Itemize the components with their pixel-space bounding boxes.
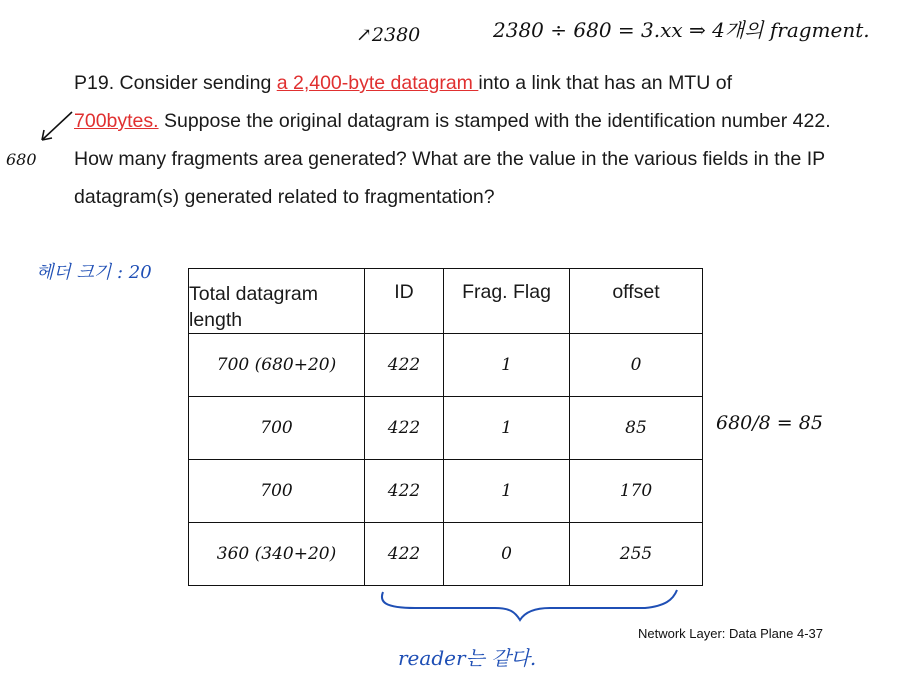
cell-length: 700 xyxy=(189,460,365,523)
header-total-length: Total datagram length xyxy=(189,269,365,334)
handwritten-680: 680 xyxy=(6,150,37,169)
cell-flag: 1 xyxy=(444,334,570,397)
fragmentation-table xyxy=(188,268,703,586)
handwritten-reader-note: reader는 같다. xyxy=(398,646,537,670)
cell-flag: 1 xyxy=(444,460,570,523)
header-id: ID xyxy=(365,269,444,334)
cell-id: 422 xyxy=(365,334,444,397)
tick-mark: ↗ xyxy=(356,24,372,46)
cell-id: 422 xyxy=(365,523,444,586)
handwritten-header-size: 헤더 크기 : 20 xyxy=(36,262,152,283)
table-header-row xyxy=(189,269,703,334)
highlight-datagram-size: a 2,400-byte datagram xyxy=(276,72,479,94)
table-row xyxy=(189,460,703,523)
cell-offset: 85 xyxy=(570,397,703,460)
cell-offset: 255 xyxy=(570,523,703,586)
cell-offset: 170 xyxy=(570,460,703,523)
table-row xyxy=(189,397,703,460)
highlight-mtu: 700bytes. xyxy=(74,110,159,132)
cell-length: 700 xyxy=(189,397,365,460)
handwritten-calculation: 2380 ÷ 680 = 3.xx ⇒ 4개의 fragment. xyxy=(493,18,870,42)
header-offset: offset xyxy=(570,269,703,334)
cell-length: 700 (680+20) xyxy=(189,334,365,397)
cell-length: 360 (340+20) xyxy=(189,523,365,586)
cell-flag: 0 xyxy=(444,523,570,586)
handwritten-2380: ↗2380 xyxy=(356,24,421,46)
table-row xyxy=(189,334,703,397)
cell-flag: 1 xyxy=(444,397,570,460)
arrow-icon xyxy=(36,108,76,148)
cell-id: 422 xyxy=(365,460,444,523)
header-frag-flag: Frag. Flag xyxy=(444,269,570,334)
curly-brace-icon xyxy=(375,586,680,626)
cell-offset: 0 xyxy=(570,334,703,397)
slide-footer: Network Layer: Data Plane 4-37 xyxy=(638,626,823,641)
handwritten-offset-calculation: 680/8 = 85 xyxy=(716,412,823,434)
problem-statement: P19. Consider sending a 2,400-byte datagram into a link that has an MTU of 700bytes. Suppose the original datagram is stamped with the identification number 422. How many fragments area generated? What are the value in the various fields in the IP datagram(s) generated related to fragmentation? xyxy=(74,72,831,208)
table-row xyxy=(189,523,703,586)
cell-id: 422 xyxy=(365,397,444,460)
